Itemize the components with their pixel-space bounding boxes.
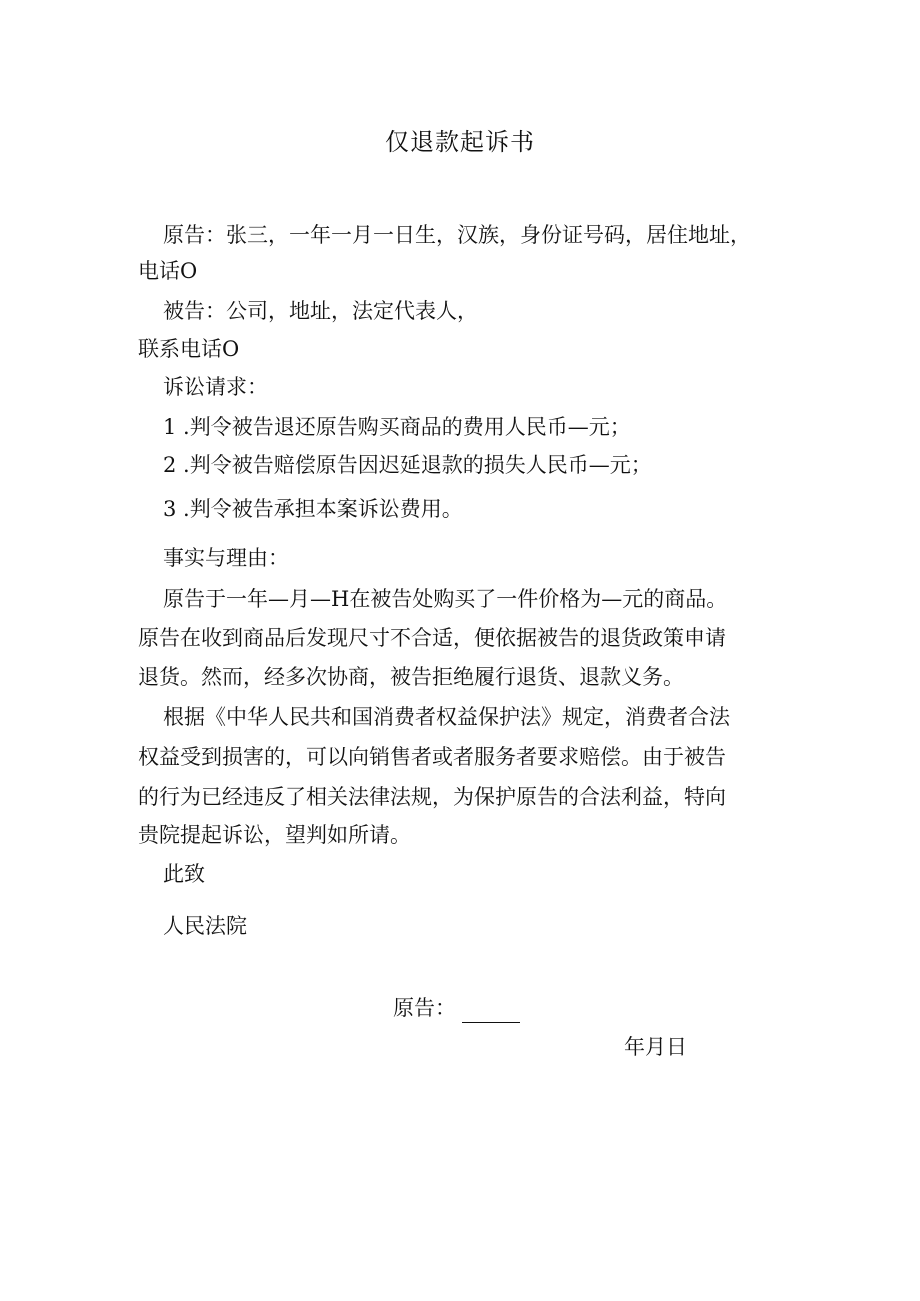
claims-heading: 诉讼请求： xyxy=(163,375,268,399)
facts-line-6: 的行为已经违反了相关法律法规，为保护原告的合法利益，特向 xyxy=(138,785,726,809)
facts-heading: 事实与理由： xyxy=(163,546,289,570)
claim-item-3: 3 .判令被告承担本案诉讼费用。 xyxy=(163,497,463,521)
document-title: 仅退款起诉书 xyxy=(385,128,535,156)
facts-line-3: 退货。然而，经多次协商，被告拒绝履行退货、退款义务。 xyxy=(138,665,684,689)
facts-line-7: 贵院提起诉讼，望判如所请。 xyxy=(138,823,411,847)
facts-line-2: 原告在收到商品后发现尺寸不合适，便依据被告的退货政策申请 xyxy=(138,626,726,650)
date-label: 年月日 xyxy=(624,1035,687,1059)
facts-line-5: 权益受到损害的，可以向销售者或者服务者要求赔偿。由于被告 xyxy=(138,745,726,769)
court-name: 人民法院 xyxy=(163,914,247,938)
claim-item-1: 1 .判令被告退还原告购买商品的费用人民币—元； xyxy=(163,415,631,439)
claim-item-2: 2 .判令被告赔偿原告因迟延退款的损失人民币—元； xyxy=(163,453,652,477)
plaintiff-line-2: 电话O xyxy=(138,259,198,283)
signature-label: 原告： xyxy=(393,996,456,1020)
defendant-line-2: 联系电话O xyxy=(138,337,240,361)
signature-blank xyxy=(462,1002,520,1023)
facts-line-1: 原告于一年—月—H在被告处购买了一件价格为—元的商品。 xyxy=(163,587,728,611)
closing-text: 此致 xyxy=(163,862,205,886)
defendant-line-1: 被告：公司，地址，法定代表人， xyxy=(163,299,478,323)
plaintiff-line-1: 原告：张三，一年一月一日生，汉族，身份证号码，居住地址， xyxy=(163,223,751,247)
signature-line xyxy=(393,993,520,1023)
facts-line-4: 根据《中华人民共和国消费者权益保护法》规定，消费者合法 xyxy=(163,705,730,729)
